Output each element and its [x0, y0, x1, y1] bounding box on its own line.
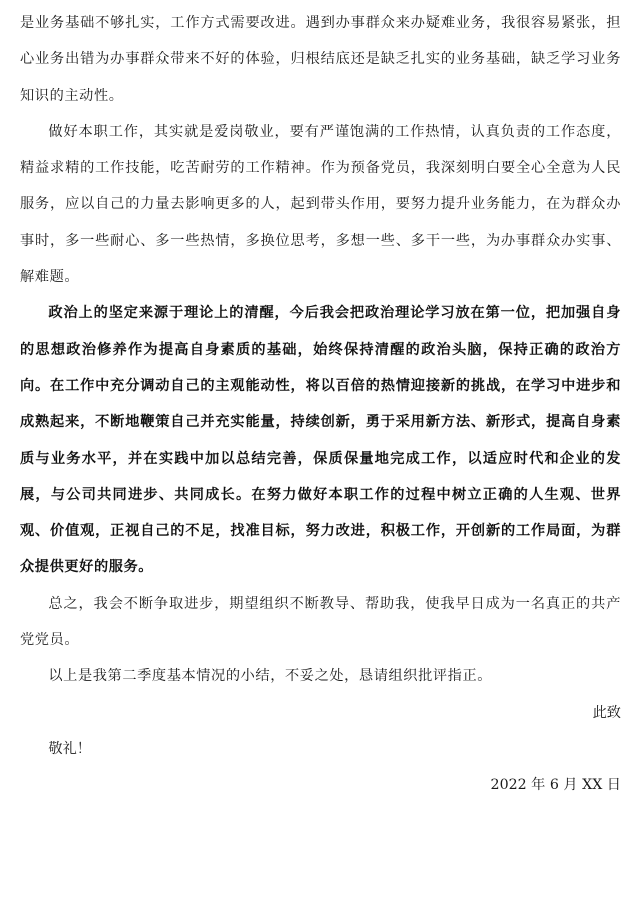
document-page [20, 5, 621, 804]
paragraph-3: 政治上的坚定来源于理论上的清醒，今后我会把政治理论学习放在第一位，把加强自身的思想政治修养作为提高自身素质的基础，始终保持清醒的政治头脑，保持正确的政治方向。在工作中充分调动自己的主观能动性，将以百倍的热情迎接新的挑战，在学习中进步和成熟起来，不断地鞭策自己并充实能量，持续创新，勇于采用新方法、新形式，提高自身素质与业务水平，并在实践中加以总结完善，保质保量地完成工作，以适应时代和企业的发展，与公司共同进步、共同成长。在努力做好本职工作的过程中树立正确的人生观、世界观、价值观，正视自己的不足，找准目标，努力改进，积极工作，开创新的工作局面，为群众提供更好的服务。 [20, 305, 621, 576]
paragraph-2: 做好本职工作，其实就是爱岗敬业，要有严谨饱满的工作热情，认真负责的工作态度，精益求精的工作技能，吃苦耐劳的工作精神。作为预备党员，我深刻明白要全心全意为人民服务，应以自己的力量去影响更多的人，起到带头作用，要努力提升业务能力，在为群众办事时，多一些耐心、多一些热情，多换位思考，多想一些、多干一些，为办事群众办实事、解难题。 [20, 123, 621, 286]
closing-cizhi: 此致 [592, 704, 621, 721]
paragraph-4: 总之，我会不断争取进步，期望组织不断教导、帮助我，使我早日成为一名真正的共产党党员。 [20, 595, 621, 649]
paragraph-5: 以上是我第二季度基本情况的小结，不妥之处，恳请组织批评指正。 [48, 668, 493, 685]
paragraph-1: 是业务基础不够扎实，工作方式需要改进。遇到办事群众来办疑难业务，我很容易紧张，担心业务出错为办事群众带来不好的体验，归根结底还是缺乏扎实的业务基础，缺乏学习业务知识的主动性。 [20, 15, 621, 104]
document-date: 2022 年 6 月 XX 日 [490, 777, 621, 794]
salutation-jingli: 敬礼！ [48, 740, 91, 757]
